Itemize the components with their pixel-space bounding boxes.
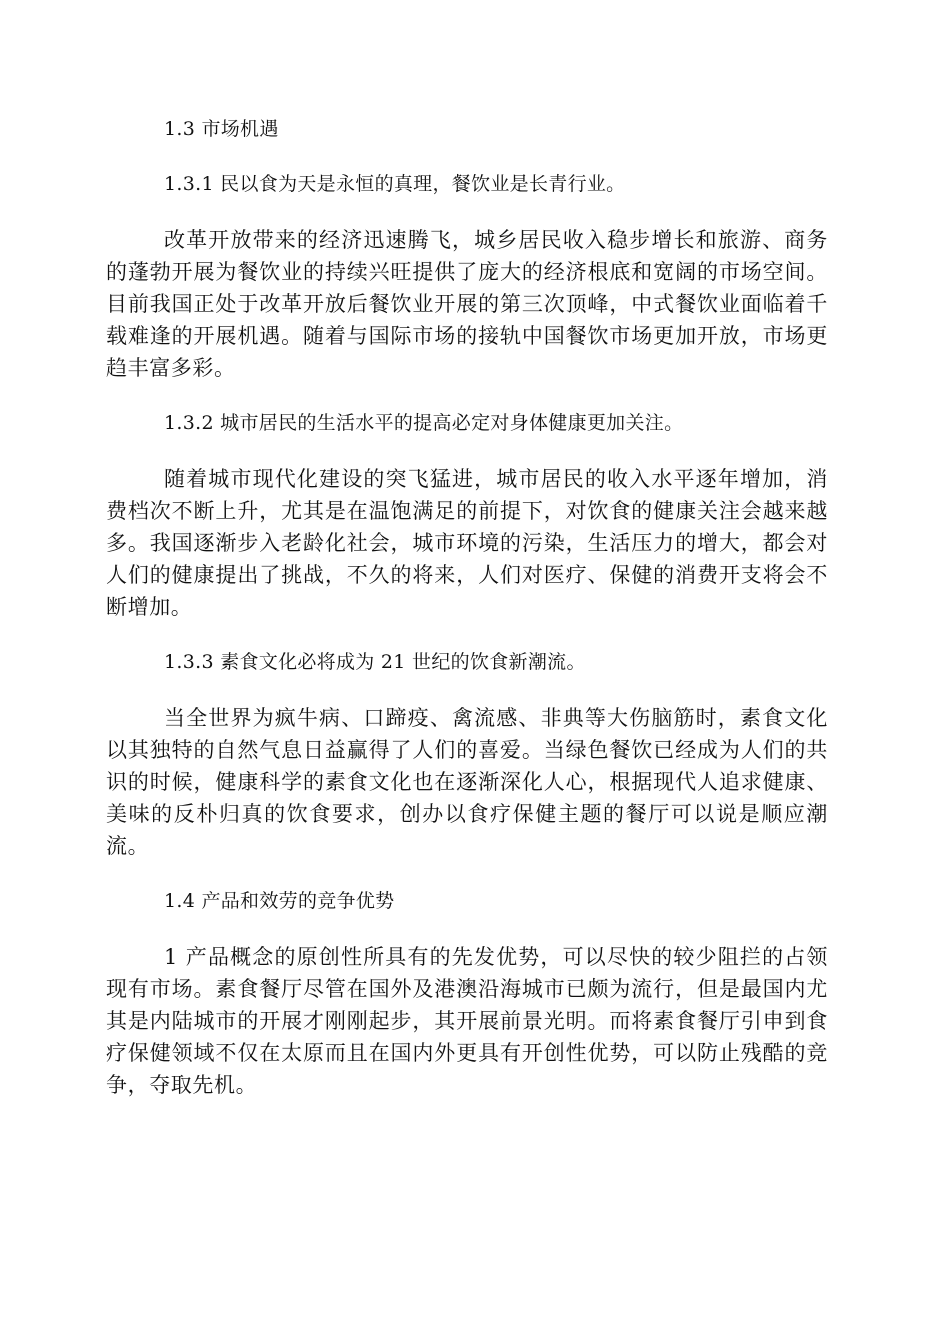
section-heading-1-4: 1.4 产品和效劳的竞争优势 bbox=[164, 890, 395, 912]
section-heading-1-3-2: 1.3.2 城市居民的生活水平的提高必定对身体健康更加关注。 bbox=[164, 412, 684, 434]
section-heading-1-3-1: 1.3.1 民以食为天是永恒的真理，餐饮业是长青行业。 bbox=[164, 173, 626, 195]
paragraph-1-4: 1 产品概念的原创性所具有的先发优势，可以尽快的较少阻拦的占领现有市场。素食餐厅尽管在国外及港澳沿海城市已颇为流行，但是最国内尤其是内陆城市的开展才刚刚起步，其开展前景光明。而将素食餐厅引申到食疗保健领域不仅在太原而且在国内外更具有开创性优势，可以防止残酷的竞争，夺取先机。 bbox=[106, 945, 828, 1097]
paragraph-1-3-1: 改革开放带来的经济迅速腾飞，城乡居民收入稳步增长和旅游、商务的蓬勃开展为餐饮业的持续兴旺提供了庞大的经济根底和宽阔的市场空间。目前我国正处于改革开放后餐饮业开展的第三次顶峰，中式餐饮业面临着千载难逢的开展机遇。随着与国际市场的接轨中国餐饮市场更加开放，市场更趋丰富多彩。 bbox=[106, 228, 828, 380]
paragraph-1-3-3: 当全世界为疯牛病、口蹄疫、禽流感、非典等大伤脑筋时，素食文化以其独特的自然气息日益赢得了人们的喜爱。当绿色餐饮已经成为人们的共识的时候，健康科学的素食文化也在逐渐深化人心，根据现代人追求健康、美味的反朴归真的饮食要求，创办以食疗保健主题的餐厅可以说是顺应潮流。 bbox=[106, 706, 828, 858]
section-heading-1-3: 1.3 市场机遇 bbox=[164, 118, 279, 140]
section-heading-1-3-3: 1.3.3 素食文化必将成为 21 世纪的饮食新潮流。 bbox=[164, 651, 586, 673]
document-body bbox=[106, 113, 828, 1101]
paragraph-1-3-2: 随着城市现代化建设的突飞猛进，城市居民的收入水平逐年增加，消费档次不断上升，尤其是在温饱满足的前提下，对饮食的健康关注会越来越多。我国逐渐步入老龄化社会，城市环境的污染，生活压力的增大，都会对人们的健康提出了挑战，不久的将来，人们对医疗、保健的消费开支将会不断增加。 bbox=[106, 467, 828, 619]
